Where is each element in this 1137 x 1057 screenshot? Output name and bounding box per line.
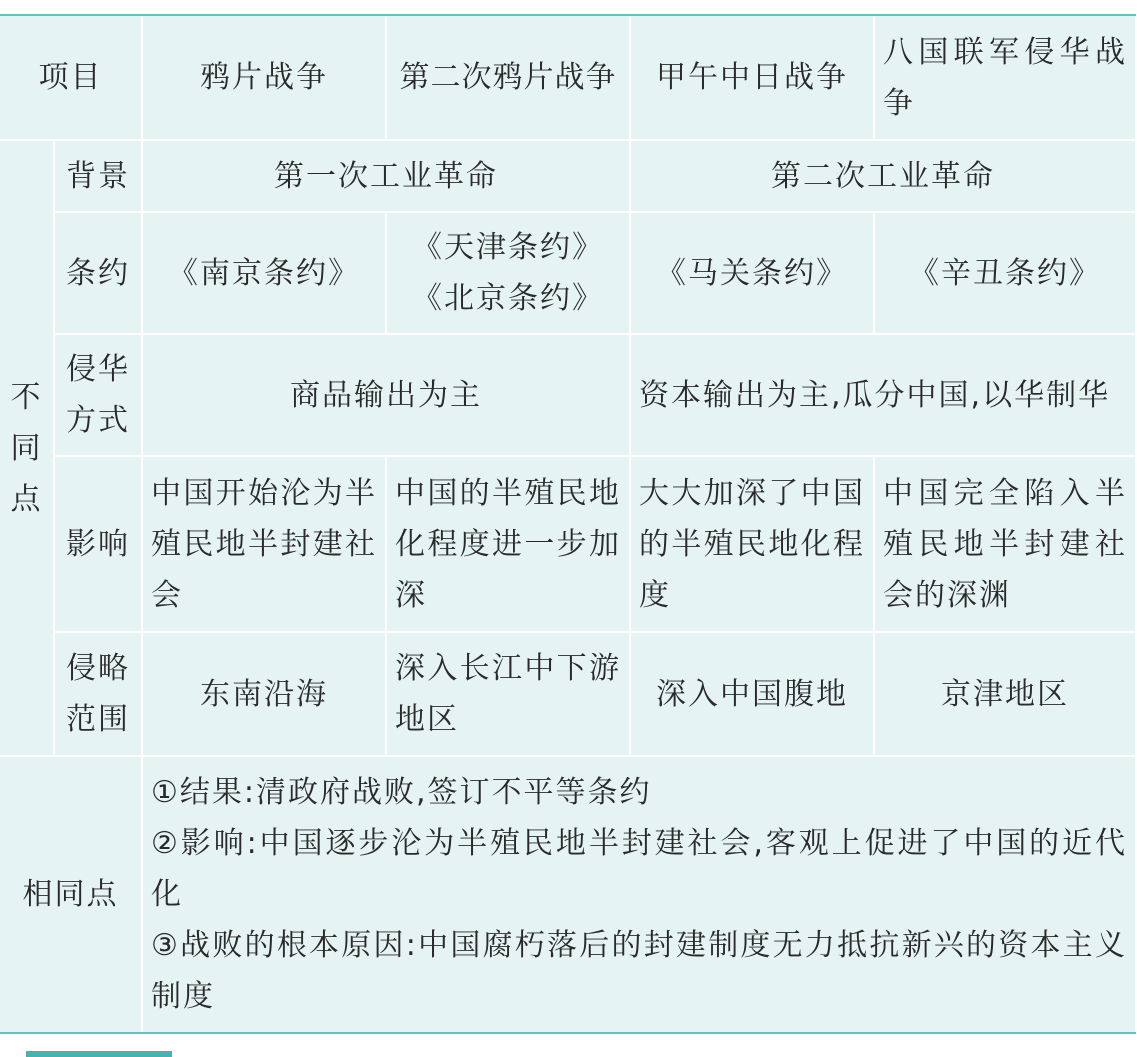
- scope-eight-nation-war: 京津地区: [874, 632, 1136, 756]
- impact-eight-nation-war: 中国完全陷入半殖民地半封建社会的深渊: [874, 456, 1136, 632]
- treaty-row: [0, 212, 1136, 334]
- similarity-item: ③战败的根本原因:中国腐朽落后的封建制度无力抵抗新兴的资本主义制度: [151, 928, 1127, 1014]
- header-war-3: 甲午中日战争: [630, 16, 874, 140]
- impact-row: [0, 456, 1136, 632]
- comparison-table-panel: [0, 14, 1136, 1034]
- background-row: [0, 140, 1136, 212]
- differences-label: 不 同 点: [0, 140, 54, 756]
- treaty-label: 条约: [54, 212, 142, 334]
- treaty-maguan: 《马关条约》: [630, 212, 874, 334]
- treaty-tianjin-beijing: [386, 212, 630, 334]
- background-label: 背景: [54, 140, 142, 212]
- header-war-4: 八国联军侵华战争: [874, 16, 1136, 140]
- similarities-label: 相同点: [0, 756, 142, 1032]
- bottom-tab-decoration: [26, 1051, 172, 1057]
- treaty-xinchou: 《辛丑条约》: [874, 212, 1136, 334]
- similarities-list: [142, 756, 1136, 1032]
- treaty-tianjin: 《天津条约》: [412, 230, 604, 265]
- header-war-1: 鸦片战争: [142, 16, 386, 140]
- header-war-2: 第二次鸦片战争: [386, 16, 630, 140]
- method-row: [0, 334, 1136, 456]
- background-second: 第二次工业革命: [630, 140, 1136, 212]
- scope-second-opium-war: 深入长江中下游地区: [386, 632, 630, 756]
- scope-opium-war: 东南沿海: [142, 632, 386, 756]
- impact-sino-japanese-war: 大大加深了中国的半殖民地化程度: [630, 456, 874, 632]
- scope-sino-japanese-war: 深入中国腹地: [630, 632, 874, 756]
- comparison-table: [0, 16, 1137, 1032]
- scope-label: 侵略 范围: [54, 632, 142, 756]
- method-second: 资本输出为主,瓜分中国,以华制华: [630, 334, 1136, 456]
- method-label: 侵华 方式: [54, 334, 142, 456]
- treaty-nanjing: 《南京条约》: [142, 212, 386, 334]
- similarity-item: ①结果:清政府战败,签订不平等条约: [151, 775, 652, 810]
- treaty-beijing: 《北京条约》: [412, 281, 604, 316]
- scope-row: [0, 632, 1136, 756]
- header-row: [0, 16, 1136, 140]
- similarities-row: [0, 756, 1136, 1032]
- similarity-item: ②影响:中国逐步沦为半殖民地半封建社会,客观上促进了中国的近代化: [151, 826, 1127, 912]
- background-first: 第一次工业革命: [142, 140, 630, 212]
- method-first: 商品输出为主: [142, 334, 630, 456]
- impact-second-opium-war: 中国的半殖民地化程度进一步加深: [386, 456, 630, 632]
- impact-label: 影响: [54, 456, 142, 632]
- header-item: 项目: [0, 16, 142, 140]
- impact-opium-war: 中国开始沦为半殖民地半封建社会: [142, 456, 386, 632]
